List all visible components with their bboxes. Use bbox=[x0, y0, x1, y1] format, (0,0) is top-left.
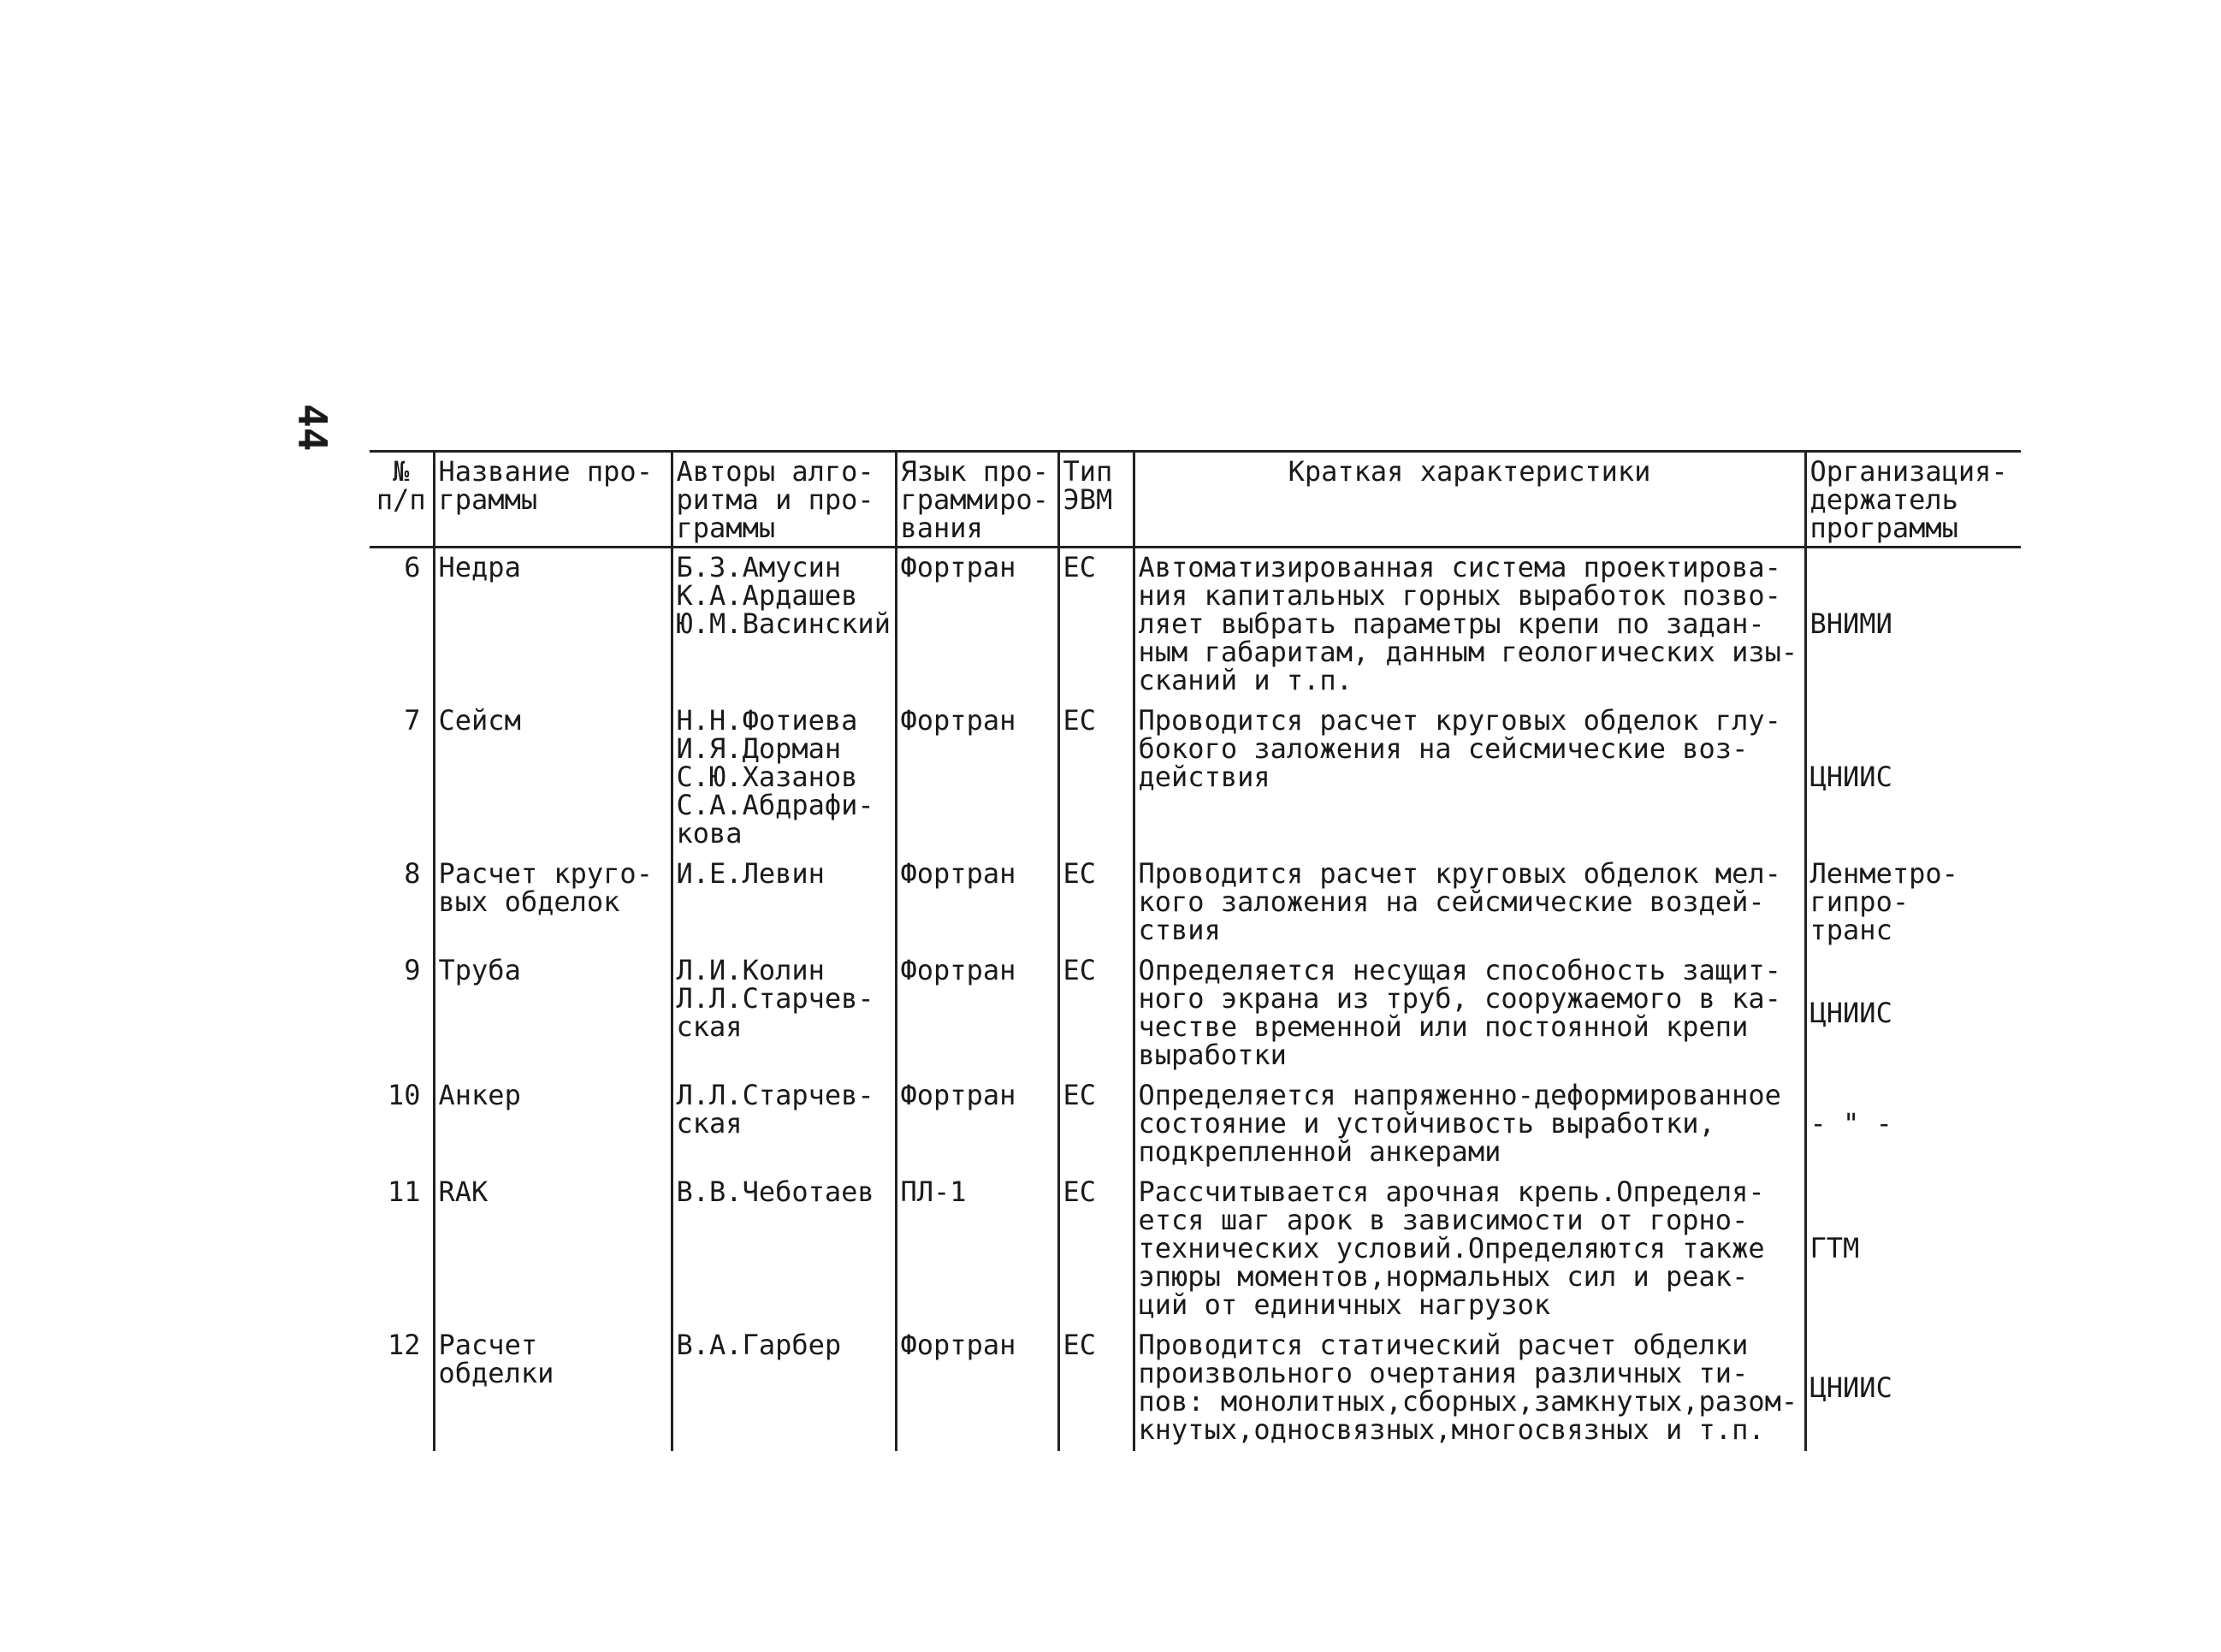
row-language: Фортран bbox=[896, 702, 1058, 855]
row-num: 9 bbox=[404, 954, 421, 986]
row-description: Рассчитывается арочная крепь.Определя- ется шаг арок в зависимости от горно- технических условий.Определяются также эпюры моментов,нормальных сил и реак- ций от единичных нагрузок bbox=[1134, 1173, 1805, 1326]
header-computer: Тип ЭВМ bbox=[1058, 452, 1134, 548]
row-language: Фортран bbox=[896, 951, 1058, 1076]
header-description: Краткая характеристики bbox=[1134, 452, 1805, 548]
row-name: Анкер bbox=[434, 1076, 672, 1173]
row-authors: И.Е.Левин bbox=[672, 855, 896, 951]
row-organization: ГТМ bbox=[1805, 1173, 2021, 1326]
table-row bbox=[370, 951, 2021, 1076]
row-description: Определяется несущая способность защит- ного экрана из труб, сооружаемого в ка- честве временной или постоянной крепи выработки bbox=[1134, 951, 1805, 1076]
row-language: Фортран bbox=[896, 1326, 1058, 1451]
row-authors: Л.Л.Старчев- ская bbox=[672, 1076, 896, 1173]
header-name: Название про- граммы bbox=[434, 452, 672, 548]
row-language: Фортран bbox=[896, 855, 1058, 951]
header-authors: Авторы алго- ритма и про- граммы bbox=[672, 452, 896, 548]
row-computer: ЕС bbox=[1058, 951, 1134, 1076]
row-num: 10 bbox=[387, 1079, 421, 1111]
row-computer: ЕС bbox=[1058, 702, 1134, 855]
table-row bbox=[370, 1173, 2021, 1326]
row-computer: ЕС bbox=[1058, 548, 1134, 702]
header-organization: Организация- держатель программы bbox=[1805, 452, 2021, 548]
row-organization: Ленметро- гипро- транс bbox=[1805, 855, 2021, 951]
table-row bbox=[370, 1076, 2021, 1173]
row-authors: Б.З.Амусин К.А.Ардашев Ю.М.Васинский bbox=[672, 548, 896, 702]
row-num: 7 bbox=[404, 704, 421, 737]
row-computer: ЕС bbox=[1058, 855, 1134, 951]
row-organization: ЦНИИС bbox=[1805, 951, 2021, 1076]
row-description: Автоматизированная система проектирова- ния капитальных горных выработок позво- ляет выбрать параметры крепи по задан- ным габаритам, данным геологических изы- сканий и т.п. bbox=[1134, 548, 1805, 702]
row-name: RAK bbox=[434, 1173, 672, 1326]
row-authors: В.А.Гарбер bbox=[672, 1326, 896, 1451]
row-num: 12 bbox=[387, 1329, 421, 1361]
row-authors: Н.Н.Фотиева И.Я.Дорман С.Ю.Хазанов С.А.Абдрафи- кова bbox=[672, 702, 896, 855]
programs-table bbox=[370, 450, 2021, 1451]
row-name: Труба bbox=[434, 951, 672, 1076]
page-number: 44 bbox=[289, 404, 335, 452]
table-row bbox=[370, 548, 2021, 702]
header-language: Язык про- граммиро- вания bbox=[896, 452, 1058, 548]
row-computer: ЕС bbox=[1058, 1173, 1134, 1326]
row-name: Недра bbox=[434, 548, 672, 702]
row-organization: - " - bbox=[1805, 1076, 2021, 1173]
row-computer: ЕС bbox=[1058, 1076, 1134, 1173]
row-description: Проводится расчет круговых обделок мел- кого заложения на сейсмические воздей- ствия bbox=[1134, 855, 1805, 951]
row-organization: ВНИМИ bbox=[1805, 548, 2021, 702]
table-row bbox=[370, 1326, 2021, 1451]
row-num: 6 bbox=[404, 551, 421, 583]
row-authors: В.В.Чеботаев bbox=[672, 1173, 896, 1326]
row-organization: ЦНИИС bbox=[1805, 702, 2021, 855]
row-language: Фортран bbox=[896, 548, 1058, 702]
header-num: № п/п bbox=[370, 452, 434, 548]
row-name: Расчет круго- вых обделок bbox=[434, 855, 672, 951]
table-row bbox=[370, 855, 2021, 951]
row-description: Проводится расчет круговых обделок глу- бокого заложения на сейсмические воз- действия bbox=[1134, 702, 1805, 855]
row-num: 8 bbox=[404, 857, 421, 890]
row-language: ПЛ-1 bbox=[896, 1173, 1058, 1326]
row-description: Определяется напряженно-деформированное состояние и устойчивость выработки, подкрепленной анкерами bbox=[1134, 1076, 1805, 1173]
table-row bbox=[370, 702, 2021, 855]
row-organization: ЦНИИС bbox=[1805, 1326, 2021, 1451]
row-name: Расчет обделки bbox=[434, 1326, 672, 1451]
row-description: Проводится статический расчет обделки произвольного очертания различных ти- пов: монолитных,сборных,замкнутых,разом- кнутых,односвязных,многосвязных и т.п. bbox=[1134, 1326, 1805, 1451]
row-computer: ЕС bbox=[1058, 1326, 1134, 1451]
table-header-row bbox=[370, 452, 2021, 548]
row-authors: Л.И.Колин Л.Л.Старчев- ская bbox=[672, 951, 896, 1076]
row-name: Сейсм bbox=[434, 702, 672, 855]
row-num: 11 bbox=[387, 1175, 421, 1208]
row-language: Фортран bbox=[896, 1076, 1058, 1173]
